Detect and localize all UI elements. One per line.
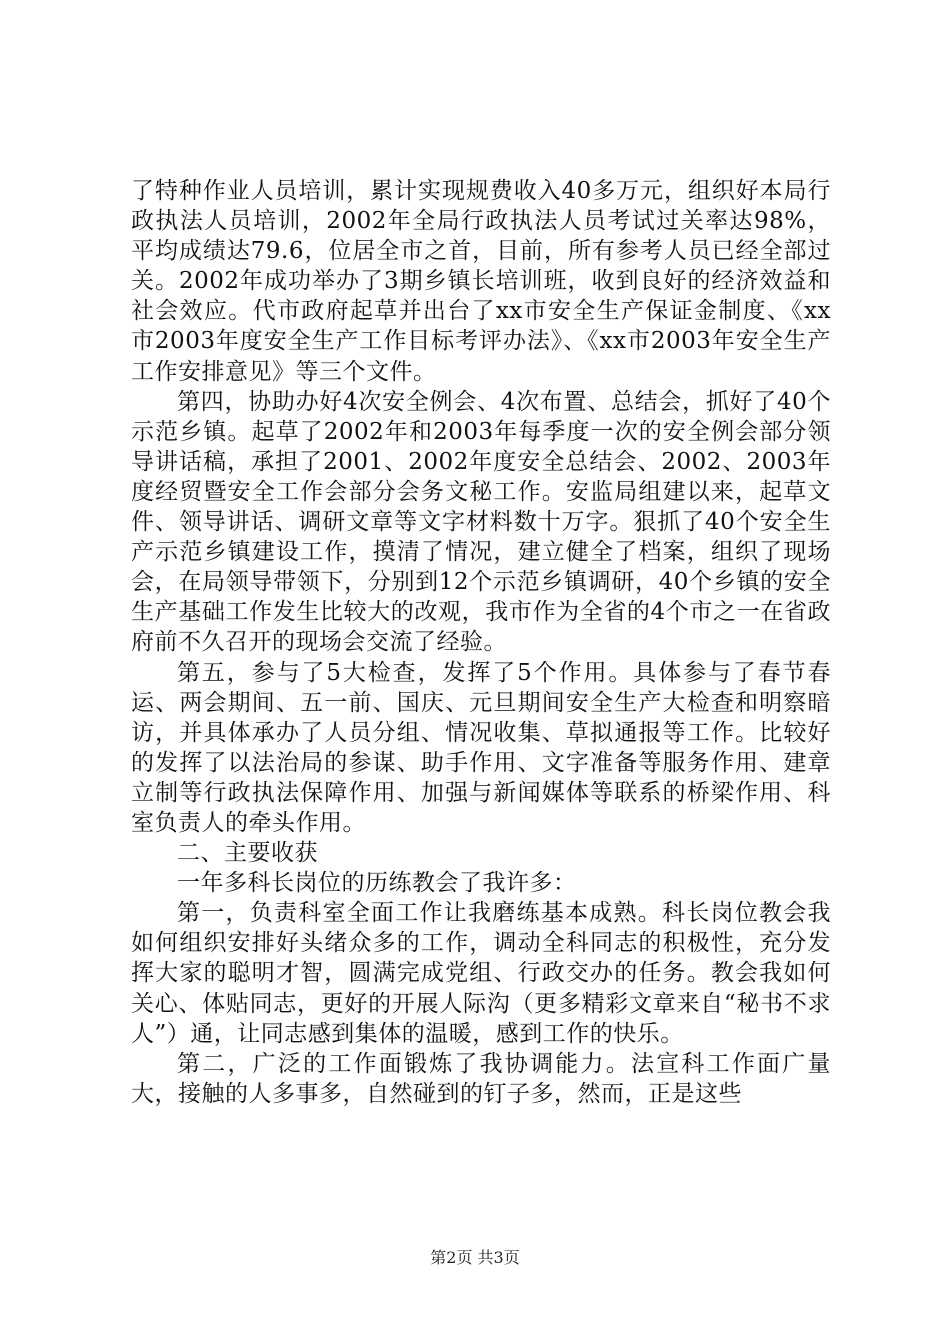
paragraph-6: 第一，负责科室全面工作让我磨练基本成熟。科长岗位教会我如何组织安排好头绪众多的工作，调动全科同志的积极性，充分发挥大家的聪明才智，圆满完成党组、行政交办的任务。教会我如何关心、体贴同志，更好的开展人际沟（更多精彩文章来自“秘书不求人”）通，让同志感到集体的温暖，感到工作的快乐。 <box>131 900 831 1047</box>
paragraph-5: 一年多科长岗位的历练教会了我许多： <box>177 870 577 897</box>
document-body <box>131 176 831 1109</box>
paragraph-1: 了特种作业人员培训，累计实现规费收入40多万元，组织好本局行政执法人员培训，2002年全局行政执法人员考试过关率达98%，平均成绩达79.6，位居全市之首，目前，所有参考人员已经全部过关。2002年成功举办了3期乡镇长培训班，收到良好的经济效益和社会效应。代市政府起草并出台了xx市安全生产保证金制度、《xx市2003年度安全生产工作目标考评办法》、《xx市2003年安全生产工作安排意见》等三个文件。 <box>131 178 831 385</box>
section-heading: 二、主要收获 <box>177 840 318 867</box>
paragraph-2: 第四，协助办好4次安全例会、4次布置、总结会，抓好了40个示范乡镇。起草了2002年和2003年每季度一次的安全例会部分领导讲话稿，承担了2001、2002年度安全总结会、2002、2003年度经贸暨安全工作会部分会务文秘工作。安监局组建以来，起草文件、领导讲话、调研文章等文字材料数十万字。狠抓了40个安全生产示范乡镇建设工作，摸清了情况，建立健全了档案，组织了现场会，在局领导带领下，分别到12个示范乡镇调研，40个乡镇的安全生产基础工作发生比较大的改观，我市作为全省的4个市之一在省政府前不久召开的现场会交流了经验。 <box>131 388 831 656</box>
paragraph-3: 第五，参与了5大检查，发挥了5个作用。具体参与了春节春运、两会期间、五一前、国庆、元旦期间安全生产大检查和明察暗访，并具体承办了人员分组、情况收集、草拟通报等工作。比较好的发挥了以法治局的参谋、助手作用、文字准备等服务作用、建章立制等行政执法保障作用、加强与新闻媒体等联系的桥梁作用、科室负责人的牵头作用。 <box>131 659 831 836</box>
paragraph-7: 第二，广泛的工作面锻炼了我协调能力。法宣科工作面广量大，接触的人多事多，自然碰到的钉子多，然而，正是这些 <box>131 1050 831 1107</box>
page-number: 第2页 共3页 <box>430 1248 520 1267</box>
page-footer <box>0 1245 950 1268</box>
